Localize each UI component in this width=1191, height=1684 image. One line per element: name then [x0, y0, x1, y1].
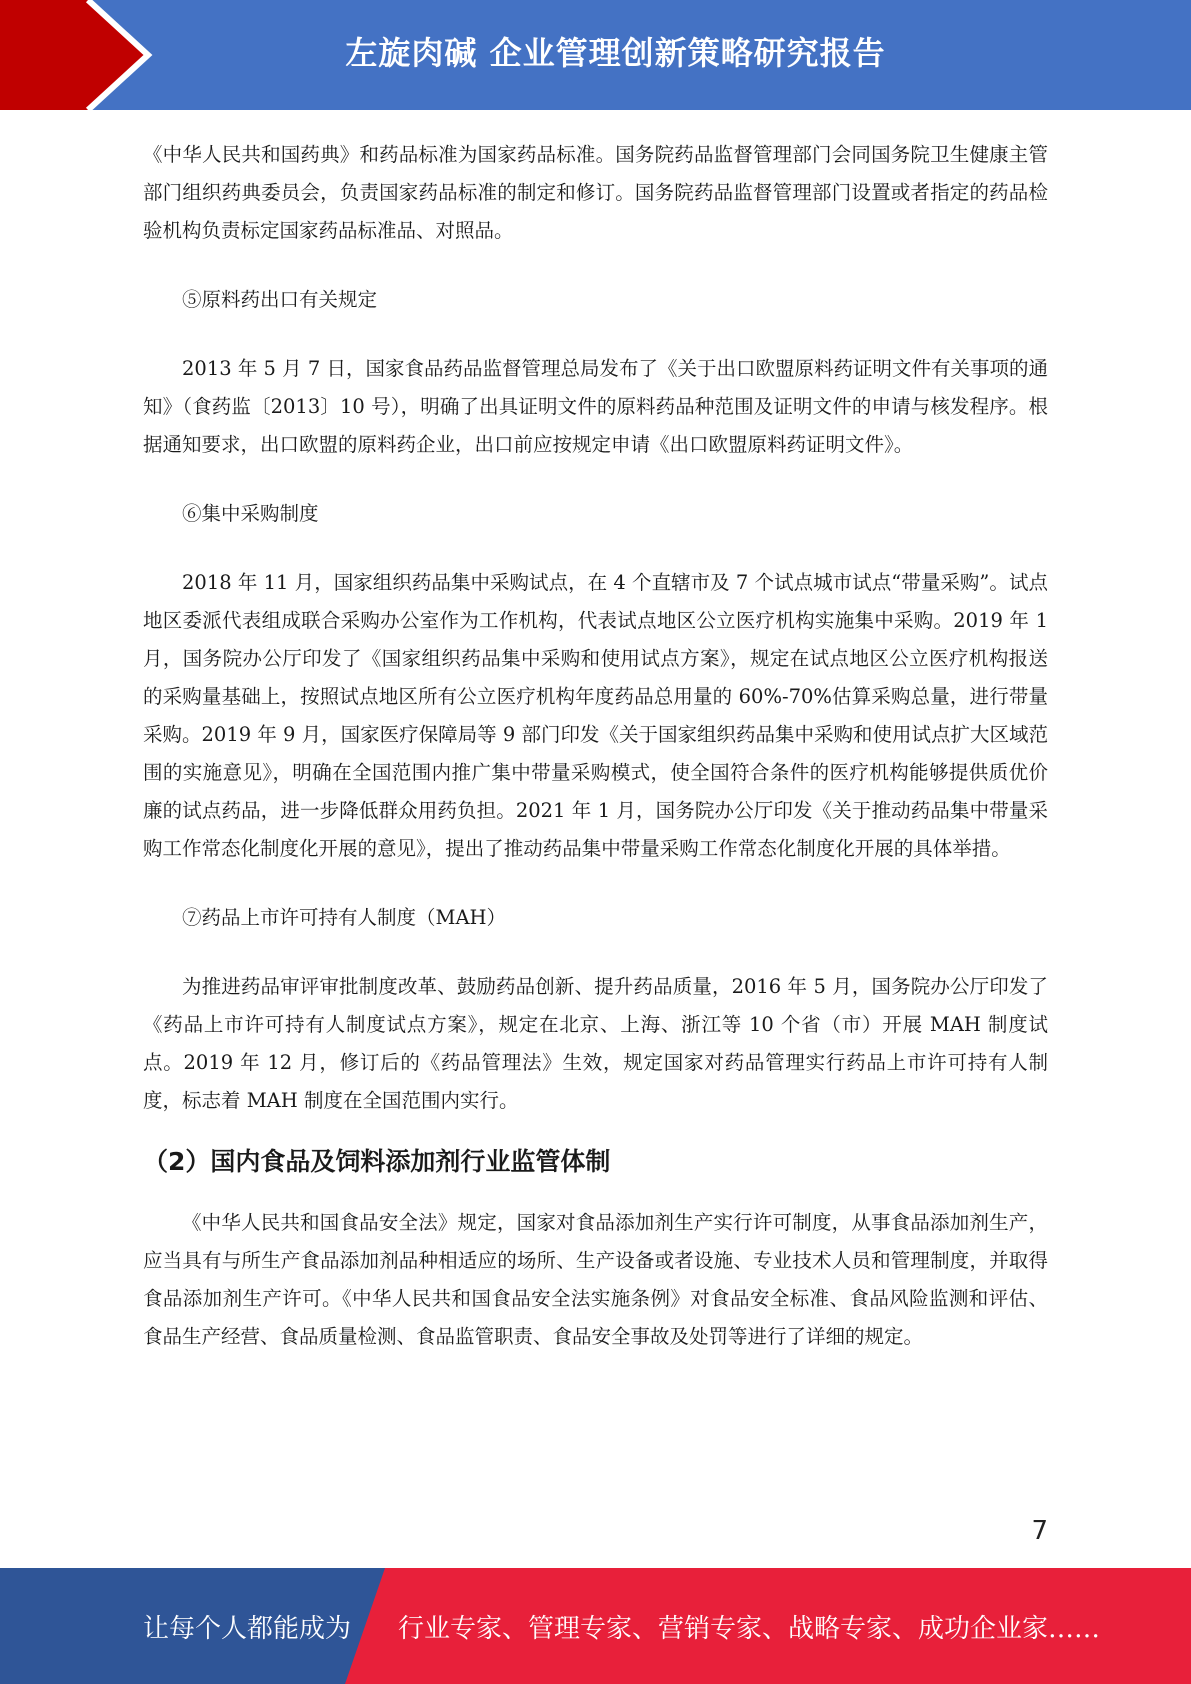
paragraph-mah: 为推进药品审评审批制度改革、鼓励药品创新、提升药品质量，2016 年 5 月，国务院办公厅印发了《药品上市许可持有人制度试点方案》，规定在北京、上海、浙江等 10 个省（市）开展 MAH 制度试点。2019 年 12 月，修订后的《药品管理法》生效，规定国家对药品管理实行药品上市许可持有人制度，标志着 MAH 制度在全国范围内实行。 [143, 975, 1048, 1112]
header-title: 左旋肉碱 企业管理创新策略研究报告 [345, 34, 886, 72]
paragraph-pharmacopoeia: 《中华人民共和国药典》和药品标准为国家药品标准。国务院药品监督管理部门会同国务院卫生健康主管部门组织药典委员会，负责国家药品标准的制定和修订。国务院药品监督管理部门设置或者指定的药品检验机构负责标定国家药品标准品、对照品。 [143, 143, 1048, 242]
paragraph-api-export: 2013 年 5 月 7 日，国家食品药品监督管理总局发布了《关于出口欧盟原料药证明文件有关事项的通知》（食药监〔2013〕10 号），明确了出具证明文件的原料药品种范围及证明文件的申请与核发程序。根据通知要求，出口欧盟的原料药企业，出口前应按规定申请《出口欧盟原料药证明文件》。 [143, 357, 1048, 456]
footer-slogan-left: 让每个人都能成为 [143, 1614, 352, 1644]
document-body [143, 136, 1048, 1356]
page-header [0, 0, 1191, 110]
paragraph-centralized-procurement: 2018 年 11 月，国家组织药品集中采购试点，在 4 个直辖市及 7 个试点城市试点“带量采购”。试点地区委派代表组成联合采购办公室作为工作机构，代表试点地区公立医疗机构实施集中采购。2019 年 1 月，国务院办公厅印发了《国家组织药品集中采购和使用试点方案》，规定在试点地区公立医疗机构报送的采购量基础上，按照试点地区所有公立医疗机构年度药品总用量的 60%-70%估算采购总量，进行带量采购。2019 年 9 月，国家医疗保障局等 9 部门印发《关于国家组织药品集中采购和使用试点扩大区域范围的实施意见》，明确在全国范围内推广集中带量采购模式，使全国符合条件的医疗机构能够提供质优价廉的试点药品，进一步降低群众用药负担。2021 年 1 月，国务院办公厅印发《关于推动药品集中带量采购工作常态化制度化开展的意见》，提出了推动药品集中带量采购工作常态化制度化开展的具体举措。 [143, 571, 1048, 860]
subheading-api-export: ⑤原料药出口有关规定 [182, 288, 378, 311]
subheading-centralized-procurement: ⑥集中采购制度 [182, 502, 319, 525]
subheading-mah: ⑦药品上市许可持有人制度（MAH） [182, 906, 507, 929]
paragraph-food-safety-law: 《中华人民共和国食品安全法》规定，国家对食品添加剂生产实行许可制度，从事食品添加剂生产，应当具有与所生产食品添加剂品种相适应的场所、生产设备或者设施、专业技术人员和管理制度，并取得食品添加剂生产许可。《中华人民共和国食品安全法实施条例》对食品安全标准、食品风险监测和评估、食品生产经营、食品质量检测、食品监管职责、食品安全事故及处罚等进行了详细的规定。 [143, 1211, 1048, 1348]
section-heading-food-additives: （2）国内食品及饲料添加剂行业监管体制 [143, 1147, 611, 1176]
footer-slogan-right: 行业专家、管理专家、营销专家、战略专家、成功企业家…… [398, 1614, 1101, 1644]
page-number: 7 [1031, 1516, 1048, 1546]
page-footer [0, 1568, 1191, 1684]
